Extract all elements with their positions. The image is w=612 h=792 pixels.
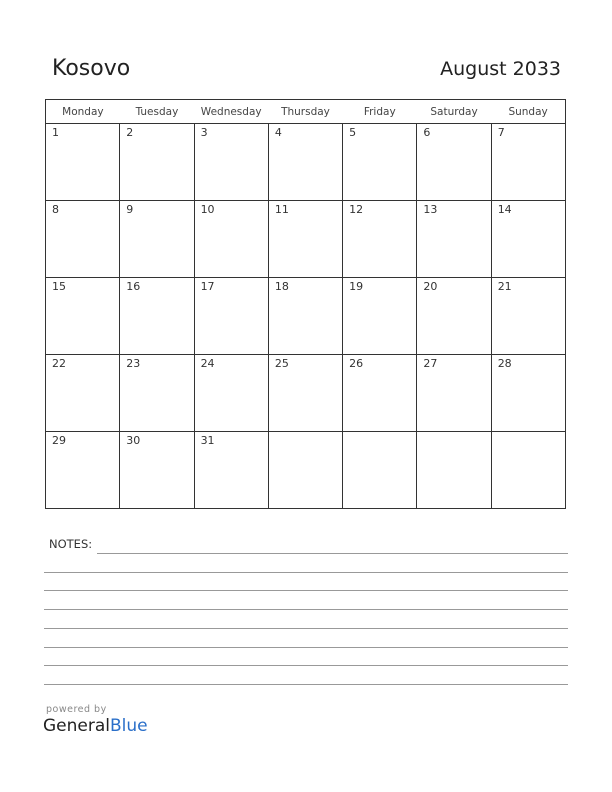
day-cell bbox=[194, 201, 268, 278]
day-number: 21 bbox=[497, 280, 512, 293]
day-cell bbox=[194, 278, 268, 355]
day-number: 17 bbox=[200, 280, 215, 293]
calendar-week-row bbox=[46, 124, 566, 201]
day-cell bbox=[194, 124, 268, 201]
day-number: 16 bbox=[126, 280, 141, 293]
day-number bbox=[269, 432, 342, 434]
day-number: 29 bbox=[52, 434, 66, 447]
day-cell bbox=[417, 278, 491, 355]
note-line bbox=[44, 572, 568, 573]
day-cell bbox=[46, 124, 120, 201]
note-line bbox=[44, 609, 568, 610]
note-line bbox=[44, 647, 568, 648]
note-line bbox=[44, 684, 568, 685]
brand-blue: Blue bbox=[110, 716, 148, 736]
day-number: 23 bbox=[126, 357, 141, 370]
country-title: Kosovo bbox=[52, 56, 131, 81]
brand-general: General bbox=[43, 716, 110, 736]
day-cell bbox=[194, 355, 268, 432]
calendar-week-row bbox=[46, 432, 566, 509]
day-number: 9 bbox=[126, 203, 134, 216]
note-line bbox=[44, 665, 568, 666]
day-number: 8 bbox=[52, 203, 59, 216]
note-line bbox=[97, 553, 568, 554]
day-number: 7 bbox=[497, 126, 505, 139]
day-number: 15 bbox=[52, 280, 66, 293]
day-cell bbox=[120, 201, 194, 278]
day-number bbox=[343, 432, 416, 434]
day-number: 30 bbox=[126, 434, 141, 447]
day-number: 28 bbox=[497, 357, 512, 370]
weekday-saturday: Saturday bbox=[417, 100, 491, 124]
day-cell bbox=[343, 432, 417, 509]
day-cell bbox=[46, 201, 120, 278]
calendar-grid bbox=[45, 99, 566, 509]
day-cell bbox=[417, 201, 491, 278]
day-cell bbox=[268, 432, 342, 509]
day-cell bbox=[268, 355, 342, 432]
day-cell bbox=[491, 432, 565, 509]
day-number: 19 bbox=[349, 280, 364, 293]
calendar-week-row bbox=[46, 355, 566, 432]
calendar-week-row bbox=[46, 278, 566, 355]
note-line bbox=[44, 628, 568, 629]
weekday-monday: Monday bbox=[46, 100, 120, 124]
day-cell bbox=[343, 355, 417, 432]
day-cell bbox=[120, 278, 194, 355]
day-number: 25 bbox=[274, 357, 289, 370]
calendar-week-row bbox=[46, 201, 566, 278]
note-line bbox=[44, 590, 568, 591]
day-cell bbox=[343, 201, 417, 278]
day-cell bbox=[417, 355, 491, 432]
weekday-wednesday: Wednesday bbox=[194, 100, 268, 124]
day-cell bbox=[491, 355, 565, 432]
day-number: 14 bbox=[497, 203, 512, 216]
day-cell bbox=[491, 124, 565, 201]
day-number: 4 bbox=[274, 126, 282, 139]
day-cell bbox=[120, 124, 194, 201]
day-cell bbox=[343, 124, 417, 201]
day-cell bbox=[268, 124, 342, 201]
weekday-tuesday: Tuesday bbox=[120, 100, 194, 124]
weekday-header-row bbox=[46, 100, 566, 124]
day-number: 26 bbox=[349, 357, 364, 370]
day-number: 5 bbox=[349, 126, 357, 139]
powered-by-text: powered by bbox=[46, 704, 107, 715]
day-number: 2 bbox=[126, 126, 134, 139]
day-number bbox=[417, 432, 490, 434]
day-number: 6 bbox=[423, 126, 431, 139]
day-number: 12 bbox=[349, 203, 364, 216]
notes-label: NOTES: bbox=[49, 537, 93, 551]
day-number bbox=[492, 432, 565, 434]
generalblue-logo bbox=[43, 716, 148, 736]
day-number: 18 bbox=[274, 280, 289, 293]
day-cell bbox=[46, 355, 120, 432]
day-cell bbox=[194, 432, 268, 509]
day-number: 24 bbox=[200, 357, 215, 370]
day-number: 27 bbox=[423, 357, 438, 370]
day-cell bbox=[120, 432, 194, 509]
day-cell bbox=[491, 201, 565, 278]
day-cell bbox=[46, 432, 120, 509]
day-cell bbox=[417, 432, 491, 509]
day-cell bbox=[491, 278, 565, 355]
month-year-title: August 2033 bbox=[440, 58, 561, 80]
day-cell bbox=[120, 355, 194, 432]
day-number: 1 bbox=[52, 126, 59, 139]
day-cell bbox=[343, 278, 417, 355]
weekday-sunday: Sunday bbox=[491, 100, 565, 124]
day-number: 13 bbox=[423, 203, 438, 216]
day-cell bbox=[268, 201, 342, 278]
weekday-thursday: Thursday bbox=[268, 100, 342, 124]
day-cell bbox=[46, 278, 120, 355]
day-number: 10 bbox=[200, 203, 215, 216]
day-number: 3 bbox=[200, 126, 208, 139]
day-number: 11 bbox=[274, 203, 289, 216]
day-number: 20 bbox=[423, 280, 438, 293]
day-cell bbox=[417, 124, 491, 201]
day-number: 22 bbox=[52, 357, 66, 370]
day-cell bbox=[268, 278, 342, 355]
day-number: 31 bbox=[200, 434, 215, 447]
weekday-friday: Friday bbox=[343, 100, 417, 124]
